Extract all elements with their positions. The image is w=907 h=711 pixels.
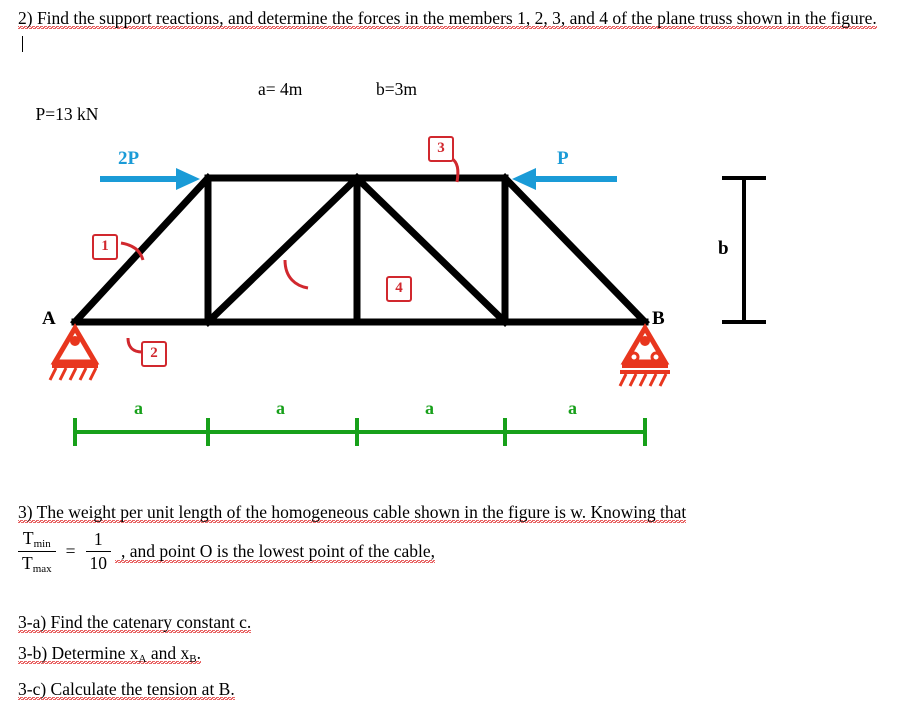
member-tag-2: 2: [141, 341, 167, 367]
leader-tag-4: [285, 260, 308, 288]
label-dim-a-3: a: [425, 398, 434, 418]
question-3a-body: 3-a) Find the catenary constant c.: [18, 612, 252, 632]
question-3c-body: 3-c) Calculate the tension at B.: [18, 679, 235, 699]
question-2-body: 2) Find the support reactions, and determine the forces in the members 1, 2, 3, and 4 of the plane truss shown in the figure.: [18, 8, 877, 28]
text-caret: [22, 36, 23, 52]
dimension-b: [722, 178, 766, 322]
support-roller-b: [620, 328, 670, 386]
question-2-text: [18, 6, 878, 56]
support-pin-a: [50, 328, 98, 380]
fraction-left: [18, 528, 56, 575]
truss-members: [75, 178, 645, 322]
t-max-subscript: max: [32, 563, 52, 575]
question-3b-sub-a: A: [138, 653, 147, 665]
arrow-p: [512, 168, 617, 190]
question-3b-text-3: .: [196, 643, 201, 663]
fraction-left-numerator: [18, 528, 56, 551]
member-diagonal-interior-1: [208, 178, 357, 322]
label-joint-a: A: [42, 308, 56, 329]
label-joint-b: B: [652, 308, 665, 329]
label-force-2p: 2P: [118, 148, 140, 169]
arrow-2p: [100, 168, 200, 190]
param-load: P=13 kN: [35, 104, 99, 124]
question-3a: [18, 610, 251, 635]
question-3-intro-continued: , and point O is the lowest point of the cable,: [115, 541, 435, 563]
t-min-subscript: min: [33, 538, 51, 550]
param-b: b=3m: [376, 79, 417, 99]
question-3b: [18, 641, 201, 672]
ratio-equation: [18, 528, 878, 580]
param-a: a= 4m: [258, 79, 303, 99]
t-min-symbol: T: [22, 528, 34, 548]
equals-sign: =: [65, 541, 76, 561]
fraction-left-denominator: [18, 551, 56, 575]
question-3b-body: [18, 643, 201, 664]
member-diagonal-interior-2: [357, 178, 505, 322]
question-3-intro-body: 3) The weight per unit length of the homogeneous cable shown in the figure is w. Knowing that: [18, 502, 687, 522]
fraction-right: [86, 529, 112, 574]
member-tag-1: 1: [92, 234, 118, 260]
fraction-right-numerator: 1: [93, 529, 103, 549]
label-dim-a-4: a: [568, 398, 577, 418]
label-dim-a-2: a: [276, 398, 285, 418]
truss-figure: [0, 110, 907, 460]
label-dim-b: b: [718, 238, 729, 259]
member-tag-4: 4: [386, 276, 412, 302]
label-force-p: P: [557, 148, 569, 169]
member-right-diagonal: [505, 178, 645, 322]
question-3c: [18, 677, 235, 702]
dimension-line: [75, 418, 645, 446]
question-3b-text-1: 3-b) Determine x: [18, 643, 139, 663]
question-3b-text-2: and x: [146, 643, 190, 663]
leader-tag-2: [128, 338, 142, 352]
t-max-symbol: T: [22, 553, 33, 573]
label-dim-a-1: a: [134, 398, 143, 418]
fraction-right-denominator: 10: [86, 551, 112, 574]
member-tag-3: 3: [428, 136, 454, 162]
question-3-intro: [18, 500, 878, 525]
question-3b-sub-b: B: [189, 653, 197, 665]
